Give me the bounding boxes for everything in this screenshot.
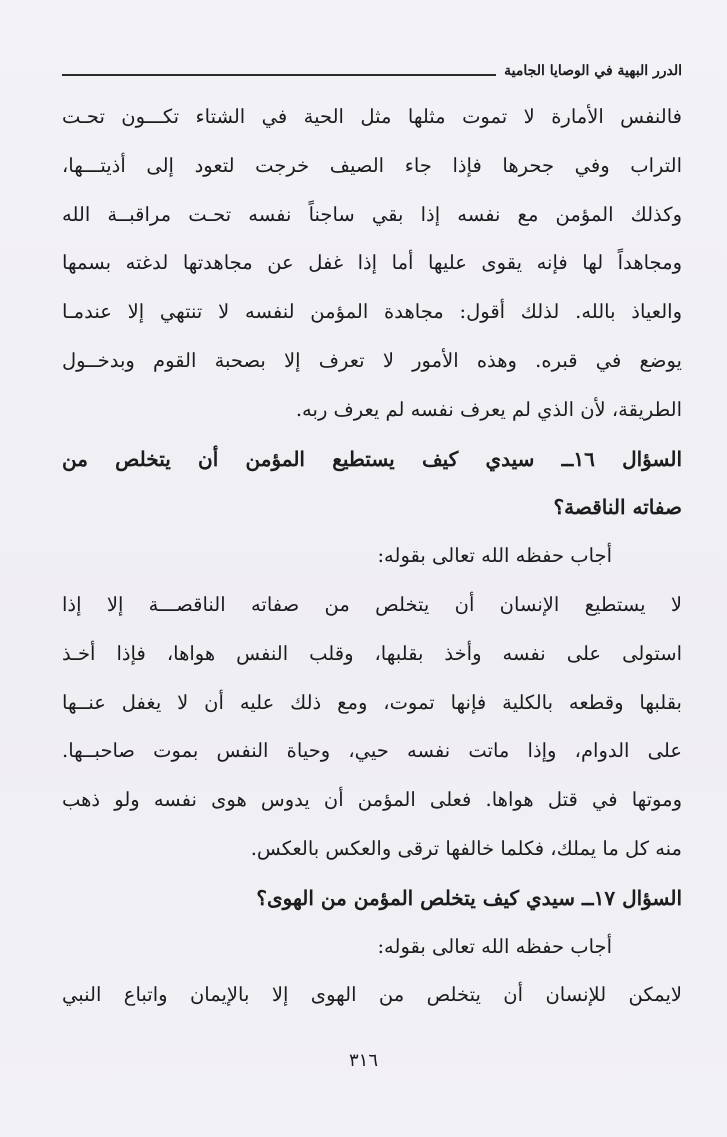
page-number: ٣١٦ — [348, 1050, 378, 1071]
body-text — [62, 93, 682, 1020]
answer-intro: أجاب حفظه الله تعالى بقوله: — [377, 544, 612, 568]
text-line: بقلبها وقطعه بالكلية فإنها تموت، ومع ذلك عليه أن لا يغفل عنــها — [62, 690, 682, 714]
text-line: منه كل ما يملك، فكلما خالفها ترقى والعكس بالعكس. — [250, 836, 682, 860]
text-line: الطريقة، لأن الذي لم يعرف نفسه لم يعرف ربه. — [295, 397, 682, 421]
text-line: وموتها في قتل هواها. فعلى المؤمن أن يدوس هوى نفسه ولو ذهب — [62, 788, 682, 812]
text-line: فالنفس الأمارة لا تموت مثلها مثل الحية في الشتاء تكـــون تحـت — [62, 105, 682, 128]
text-line: لا يستطيع الإنسان أن يتخلص من صفاته الناقصـــة إلا إذا — [62, 592, 682, 616]
question-heading: السؤال ١٧ــ سيدي كيف يتخلص المؤمن من الهوى؟ — [256, 885, 682, 910]
text-line: ومجاهداً لها فإنه يقوى عليها أما إذا غفل عن مجاهدتها لدغته بسمها — [62, 251, 682, 275]
text-line: استولى على نفسه وأخذ بقلبها، وقلب النفس هواها، فإذا أخـذ — [62, 641, 682, 665]
text-line: والعياذ بالله. لذلك أقول: مجاهدة المؤمن لنفسه لا تنتهي إلا عندمـا — [62, 300, 682, 324]
question-heading: صفاته الناقصة؟ — [553, 495, 682, 520]
text-line: وكذلك المؤمن مع نفسه إذا بقي ساجناً نفسه تحـت مراقبــة الله — [62, 202, 682, 226]
text-line: لايمكن للإنسان أن يتخلص من الهوى إلا بالإيمان واتباع النبي — [62, 983, 682, 1007]
text-line: يوضع في قبره. وهذه الأمور لا تعرف إلا بصحبة القوم وبدخــول — [62, 348, 682, 372]
text-line: على الدوام، وإذا ماتت نفسه حيي، وحياة النفس بموت صاحبــها. — [62, 739, 682, 763]
running-header — [62, 56, 682, 86]
text-line: التراب وفي جحرها فإذا جاء الصيف خرجت لتعود إلى أذيتـــها، — [62, 153, 682, 177]
header-rule — [62, 74, 496, 76]
answer-intro: أجاب حفظه الله تعالى بقوله: — [377, 934, 612, 958]
question-heading: السؤال ١٦ــ سيدي كيف يستطيع المؤمن أن يتخلص من — [62, 446, 682, 471]
running-header-title: الدرر البهية في الوصايا الجامية — [504, 63, 682, 79]
